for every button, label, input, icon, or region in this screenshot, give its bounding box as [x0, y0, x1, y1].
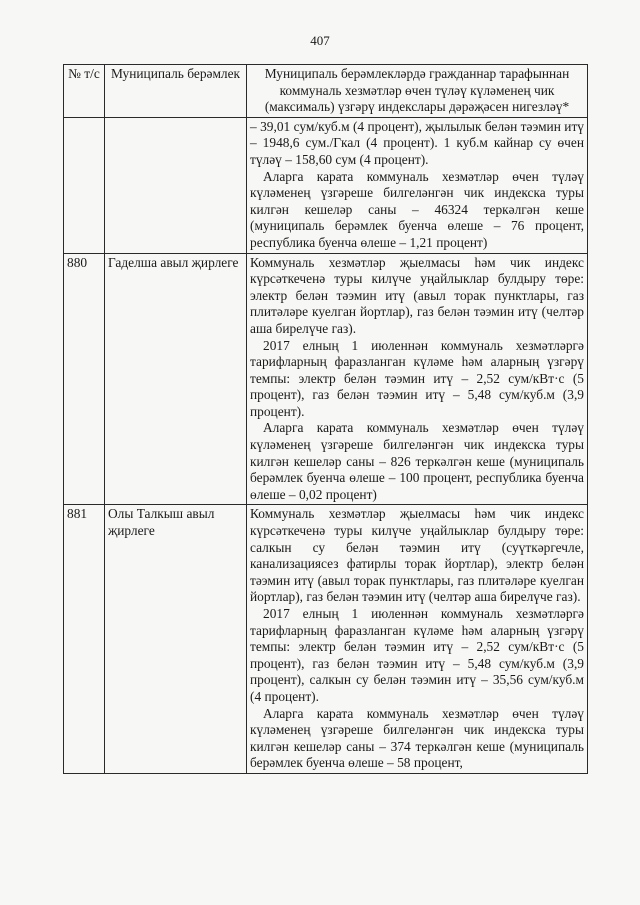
row-justification	[247, 117, 588, 253]
page-number: 407	[310, 33, 330, 48]
table-row	[64, 505, 588, 774]
paragraph: 2017 елның 1 июленнән коммуналь хезмәтләргә тарифларның фаразланган күләме һәм аларның үзгәрү темпы: электр белән тәэмин итү – 2,52 сум/кВт·с (5 процент), газ белән тәэмин итү – 5,48 сум/куб.м (3,9 процент).	[250, 337, 584, 419]
row-number	[64, 117, 105, 253]
table-header-row	[64, 65, 588, 118]
paragraph: – 39,01 сум/куб.м (4 процент), җылылык белән тәэмин итү – 1948,6 сум./Гкал (4 процент). 1 куб.м кайнар су өчен түләү – 158,60 сум (4 процент).	[250, 118, 584, 167]
table-row	[64, 253, 588, 505]
table-row	[64, 117, 588, 253]
paragraph: Аларга карата коммуналь хезмәтләр өчен түләү күләменең үзгәреше билгеләнгән чик индекска туры килгән кешеләр саны – 374 теркәлгән кеше (муниципаль берәмлек буенча өлеше – 58 процент,	[250, 705, 584, 771]
row-municipality: Олы Талкыш авыл җирлеге	[105, 505, 247, 774]
paragraph: Аларга карата коммуналь хезмәтләр өчен түләү күләменең үзгәреше билгеләнгән чик индекска туры килгән кешеләр саны – 826 теркәлгән кеше (муниципаль берәмлек буенча өлеше – 100 процент, республика буенча өлеше – 0,02 процент)	[250, 420, 584, 502]
row-justification	[247, 253, 588, 505]
row-number: 881	[64, 505, 105, 774]
header-municipality: Муниципаль берәмлек	[105, 65, 247, 118]
row-justification	[247, 505, 588, 774]
paragraph: Аларга карата коммуналь хезмәтләр өчен түләү күләменең үзгәреше билгеләнгән чик индекска туры килгән кешеләр саны – 46324 теркәлгән кеше (муниципаль берәмлек буенча өлеше – 76 процент, республика буенча өлеше – 1,21 процент)	[250, 168, 584, 250]
paragraph: Коммуналь хезмәтләр җыелмасы һәм чик индекс күрсәткеченә туры килүче уңайлыклар булдыру төре: электр белән тәэмин итү (авыл торак пунктлары, газ плитәләре куелган йортлар), газ белән тәэмин итү (челтәр аша бирелүче газ).	[250, 254, 584, 336]
row-municipality	[105, 117, 247, 253]
header-number: № т/с	[64, 65, 105, 118]
paragraph: Коммуналь хезмәтләр җыелмасы һәм чик индекс күрсәткеченә туры килүче уңайлыклар булдыру төре: салкын су белән тәэмин итү (суүткәргечле, канализациясез фатирлы торак йортлар), электр белән тәэмин итү (авыл торак пунктлары, газ плитәләре куелган йортлар), газ белән тәэмин итү (челтәр аша бирелүче газ).	[250, 506, 584, 605]
row-municipality: Гаделша авыл җирлеге	[105, 253, 247, 505]
paragraph: 2017 елның 1 июленнән коммуналь хезмәтләргә тарифларның фаразланган күләме һәм аларның үзгәрү темпы: электр белән тәэмин итү – 2,52 сум/кВт·с (5 процент), газ белән тәэмин итү – 5,48 сум/куб.м (3,9 процент), салкын су белән тәэмин итү – 35,56 сум/куб.м (4 процент).	[250, 606, 584, 704]
tariff-index-table	[63, 64, 588, 774]
header-justification: Муниципаль берәмлекләрдә гражданнар тарафыннан коммуналь хезмәтләр өчен түләү күләменең чик (максималь) үзгәрү индекслары дәрәҗәсен нигезләү*	[247, 65, 588, 118]
row-number: 880	[64, 253, 105, 505]
